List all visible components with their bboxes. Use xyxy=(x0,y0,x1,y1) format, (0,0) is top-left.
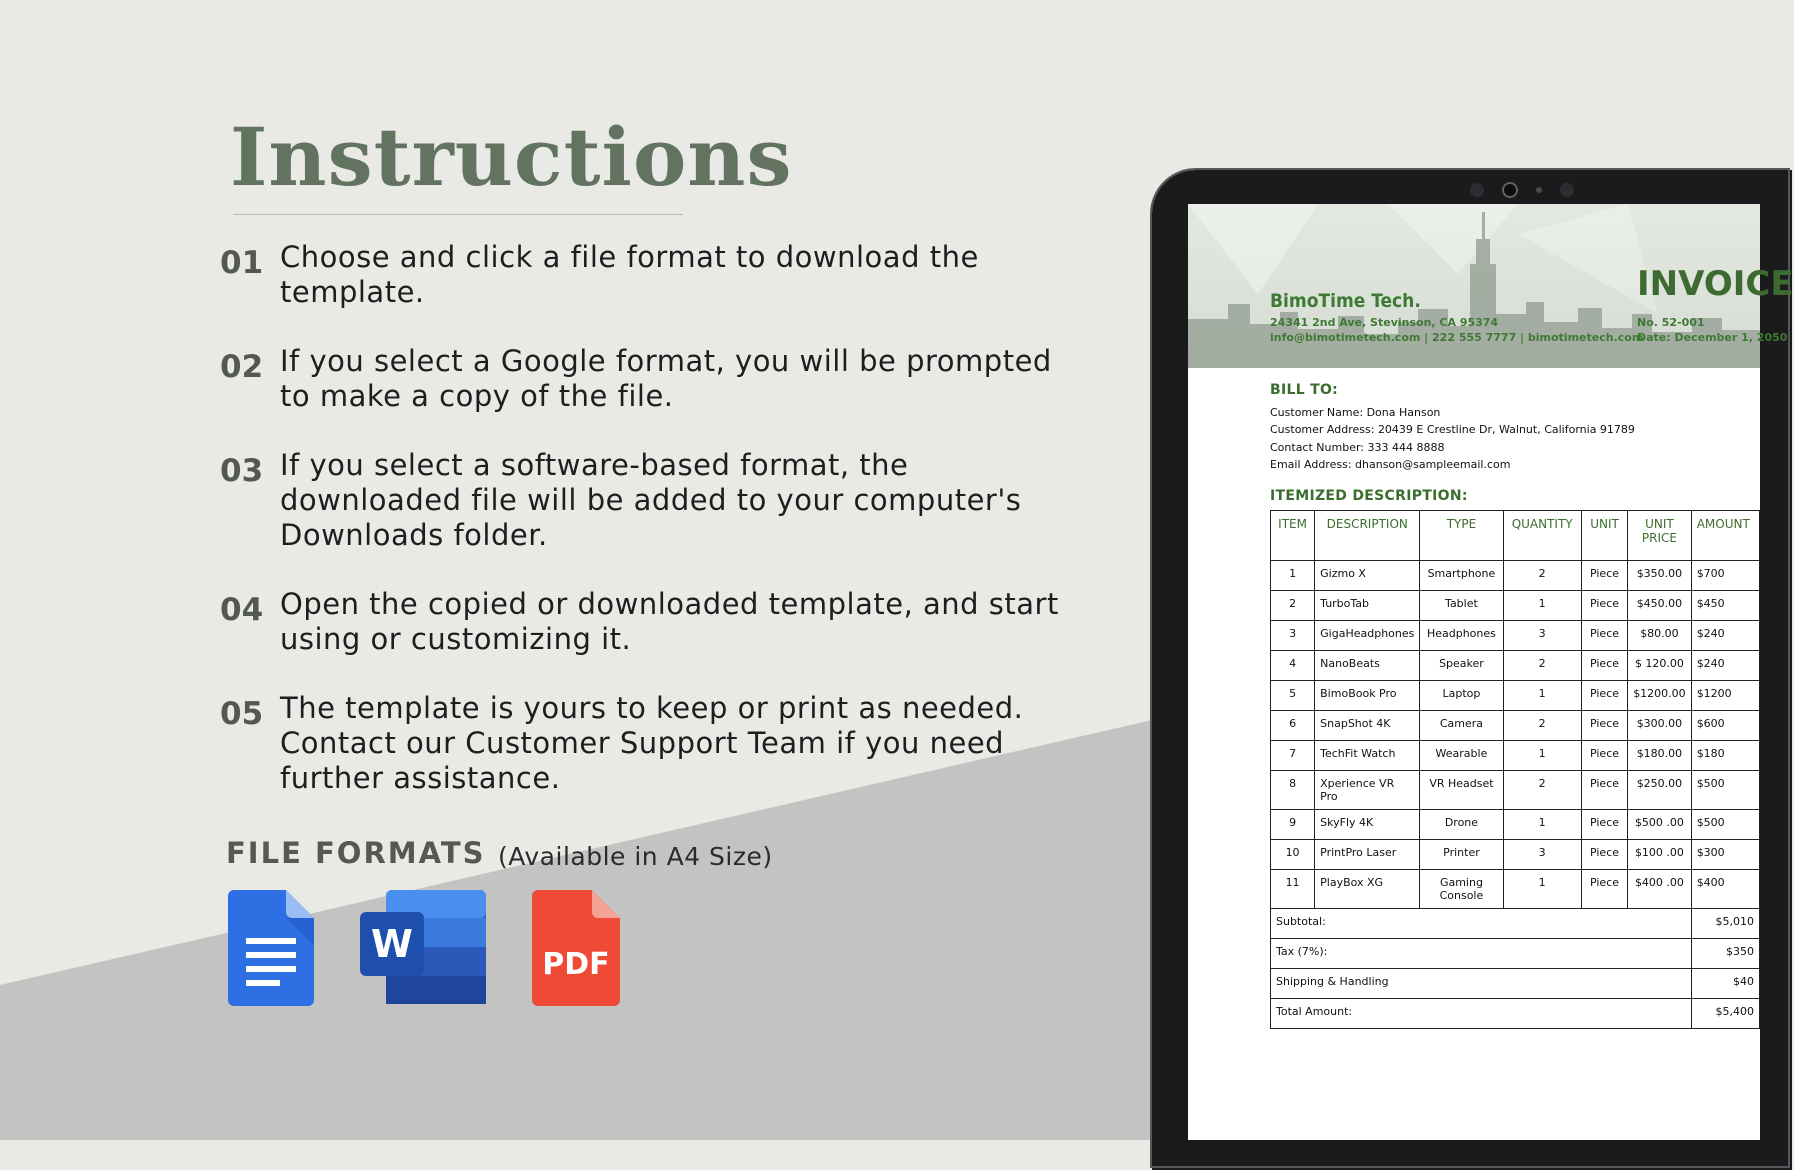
contact-number: Contact Number: 333 444 8888 xyxy=(1270,441,1445,454)
cell-type: Printer xyxy=(1420,840,1503,870)
invoice-table xyxy=(1270,510,1760,1029)
invoice-date: Date: December 1, 2050 xyxy=(1637,331,1788,344)
column-header: TYPE xyxy=(1420,511,1503,561)
cell-unit-price: $350.00 xyxy=(1628,561,1692,591)
cell-description: GigaHeadphones xyxy=(1315,621,1420,651)
step-number: 02 xyxy=(220,349,264,385)
invoice-document xyxy=(1188,204,1794,1140)
column-header: AMOUNT xyxy=(1691,511,1759,561)
total-label: Tax (7%): xyxy=(1271,939,1692,969)
cell-quantity: 1 xyxy=(1503,870,1581,909)
cell-unit-price: $180.00 xyxy=(1628,741,1692,771)
word-letter: W xyxy=(371,922,413,966)
cell-item: 3 xyxy=(1271,621,1315,651)
cell-unit: Piece xyxy=(1581,681,1627,711)
cell-amount: $300 xyxy=(1691,840,1759,870)
file-formats-note: (Available in A4 Size) xyxy=(498,842,773,871)
cell-unit: Piece xyxy=(1581,840,1627,870)
cell-description: Xperience VR Pro xyxy=(1315,771,1420,810)
table-header-row xyxy=(1271,511,1760,561)
cell-amount: $240 xyxy=(1691,621,1759,651)
column-header: UNIT PRICE xyxy=(1628,511,1692,561)
cell-unit-price: $ 120.00 xyxy=(1628,651,1692,681)
ms-word-icon[interactable] xyxy=(360,890,486,1008)
cell-unit: Piece xyxy=(1581,591,1627,621)
cell-amount: $240 xyxy=(1691,651,1759,681)
table-row xyxy=(1271,840,1760,870)
cell-quantity: 3 xyxy=(1503,840,1581,870)
cell-amount: $500 xyxy=(1691,771,1759,810)
cell-description: PlayBox XG xyxy=(1315,870,1420,909)
cell-amount: $1200 xyxy=(1691,681,1759,711)
email-address: Email Address: dhanson@sampleemail.com xyxy=(1270,458,1511,471)
cell-quantity: 2 xyxy=(1503,711,1581,741)
pdf-icon[interactable] xyxy=(532,890,620,1010)
table-row xyxy=(1271,591,1760,621)
cell-unit-price: $450.00 xyxy=(1628,591,1692,621)
file-formats-label: FILE FORMATS xyxy=(226,836,486,870)
table-row xyxy=(1271,681,1760,711)
instruction-steps xyxy=(220,240,1080,830)
table-row xyxy=(1271,651,1760,681)
column-header: UNIT xyxy=(1581,511,1627,561)
cell-item: 2 xyxy=(1271,591,1315,621)
invoice-title: INVOICE xyxy=(1637,264,1794,304)
total-value: $5,400 xyxy=(1691,999,1759,1029)
cell-item: 10 xyxy=(1271,840,1315,870)
cell-item: 9 xyxy=(1271,810,1315,840)
cell-item: 4 xyxy=(1271,651,1315,681)
pdf-label: PDF xyxy=(542,947,610,982)
cell-unit: Piece xyxy=(1581,621,1627,651)
cell-description: Gizmo X xyxy=(1315,561,1420,591)
cell-unit: Piece xyxy=(1581,651,1627,681)
step-text: If you select a Google format, you will be prompted to make a copy of the file. xyxy=(280,344,1052,413)
step-4 xyxy=(220,587,1080,657)
cell-quantity: 1 xyxy=(1503,741,1581,771)
cell-description: TechFit Watch xyxy=(1315,741,1420,771)
cell-amount: $600 xyxy=(1691,711,1759,741)
cell-unit-price: $250.00 xyxy=(1628,771,1692,810)
step-number: 05 xyxy=(220,696,264,732)
cell-item: 1 xyxy=(1271,561,1315,591)
step-text: If you select a software-based format, the downloaded file will be added to your computer's Downloads folder. xyxy=(280,448,1022,552)
cell-description: NanoBeats xyxy=(1315,651,1420,681)
cell-unit: Piece xyxy=(1581,771,1627,810)
table-row xyxy=(1271,711,1760,741)
camera-icon xyxy=(1502,182,1518,198)
cell-quantity: 2 xyxy=(1503,561,1581,591)
step-text: The template is yours to keep or print as needed. Contact our Customer Support Team if you need further assistance. xyxy=(280,691,1024,795)
bill-to-heading: BILL TO: xyxy=(1270,382,1339,398)
cell-unit-price: $400 .00 xyxy=(1628,870,1692,909)
totals-row xyxy=(1271,939,1760,969)
cell-description: PrintPro Laser xyxy=(1315,840,1420,870)
cell-item: 6 xyxy=(1271,711,1315,741)
table-row xyxy=(1271,870,1760,909)
step-2 xyxy=(220,344,1080,414)
cell-quantity: 2 xyxy=(1503,771,1581,810)
total-value: $5,010 xyxy=(1691,909,1759,939)
sensor-dot-icon xyxy=(1536,187,1542,193)
total-value: $350 xyxy=(1691,939,1759,969)
invoice-number: No. 52-001 xyxy=(1637,316,1705,329)
table-row xyxy=(1271,561,1760,591)
cell-type: Speaker xyxy=(1420,651,1503,681)
itemized-heading: ITEMIZED DESCRIPTION: xyxy=(1270,488,1468,504)
invoice-header-banner xyxy=(1188,204,1794,368)
step-number: 03 xyxy=(220,453,264,489)
cell-quantity: 3 xyxy=(1503,621,1581,651)
instructions-title: Instructions xyxy=(230,110,793,204)
cell-unit-price: $300.00 xyxy=(1628,711,1692,741)
cell-quantity: 1 xyxy=(1503,810,1581,840)
cell-quantity: 2 xyxy=(1503,651,1581,681)
cell-amount: $180 xyxy=(1691,741,1759,771)
cell-unit: Piece xyxy=(1581,741,1627,771)
totals-row xyxy=(1271,909,1760,939)
totals-row xyxy=(1271,999,1760,1029)
step-3 xyxy=(220,448,1080,553)
customer-address: Customer Address: 20439 E Crestline Dr, Walnut, California 91789 xyxy=(1270,423,1635,436)
cell-item: 11 xyxy=(1271,870,1315,909)
cell-description: SnapShot 4K xyxy=(1315,711,1420,741)
cell-type: Camera xyxy=(1420,711,1503,741)
column-header: DESCRIPTION xyxy=(1315,511,1420,561)
cell-unit-price: $100 .00 xyxy=(1628,840,1692,870)
cell-unit: Piece xyxy=(1581,810,1627,840)
cell-item: 5 xyxy=(1271,681,1315,711)
step-1 xyxy=(220,240,1080,310)
cell-description: TurboTab xyxy=(1315,591,1420,621)
cell-item: 7 xyxy=(1271,741,1315,771)
company-name: BimoTime Tech. xyxy=(1270,290,1421,312)
customer-name: Customer Name: Dona Hanson xyxy=(1270,406,1441,419)
totals-row xyxy=(1271,969,1760,999)
cell-amount: $400 xyxy=(1691,870,1759,909)
title-divider xyxy=(233,214,683,215)
total-label: Shipping & Handling xyxy=(1271,969,1692,999)
cell-description: BimoBook Pro xyxy=(1315,681,1420,711)
cell-type: Headphones xyxy=(1420,621,1503,651)
column-header: QUANTITY xyxy=(1503,511,1581,561)
cell-type: Gaming Console xyxy=(1420,870,1503,909)
table-row xyxy=(1271,810,1760,840)
cell-unit-price: $1200.00 xyxy=(1628,681,1692,711)
table-row xyxy=(1271,771,1760,810)
total-label: Subtotal: xyxy=(1271,909,1692,939)
cell-quantity: 1 xyxy=(1503,591,1581,621)
cell-unit-price: $80.00 xyxy=(1628,621,1692,651)
cell-unit: Piece xyxy=(1581,561,1627,591)
total-value: $40 xyxy=(1691,969,1759,999)
table-row xyxy=(1271,621,1760,651)
cell-type: Smartphone xyxy=(1420,561,1503,591)
google-docs-icon[interactable] xyxy=(228,890,314,1010)
cell-description: SkyFly 4K xyxy=(1315,810,1420,840)
cell-type: Drone xyxy=(1420,810,1503,840)
cell-amount: $500 xyxy=(1691,810,1759,840)
cell-amount: $700 xyxy=(1691,561,1759,591)
sensor-icon xyxy=(1470,183,1484,197)
cell-unit: Piece xyxy=(1581,870,1627,909)
step-number: 04 xyxy=(220,592,264,628)
table-row xyxy=(1271,741,1760,771)
cell-unit-price: $500 .00 xyxy=(1628,810,1692,840)
invoice-table-body xyxy=(1271,561,1760,1029)
cell-type: Tablet xyxy=(1420,591,1503,621)
company-contact: info@bimotimetech.com | 222 555 7777 | bimotimetech.com xyxy=(1270,331,1644,344)
step-number: 01 xyxy=(220,245,264,281)
cell-type: Laptop xyxy=(1420,681,1503,711)
total-label: Total Amount: xyxy=(1271,999,1692,1029)
cell-amount: $450 xyxy=(1691,591,1759,621)
cell-type: VR Headset xyxy=(1420,771,1503,810)
cell-quantity: 1 xyxy=(1503,681,1581,711)
cell-type: Wearable xyxy=(1420,741,1503,771)
step-text: Choose and click a file format to download the template. xyxy=(280,240,979,309)
step-5 xyxy=(220,691,1080,796)
cell-item: 8 xyxy=(1271,771,1315,810)
cell-unit: Piece xyxy=(1581,711,1627,741)
step-text: Open the copied or downloaded template, and start using or customizing it. xyxy=(280,587,1059,656)
column-header: ITEM xyxy=(1271,511,1315,561)
company-address: 24341 2nd Ave, Stevinson, CA 95374 xyxy=(1270,316,1499,329)
sensor-icon xyxy=(1560,183,1574,197)
